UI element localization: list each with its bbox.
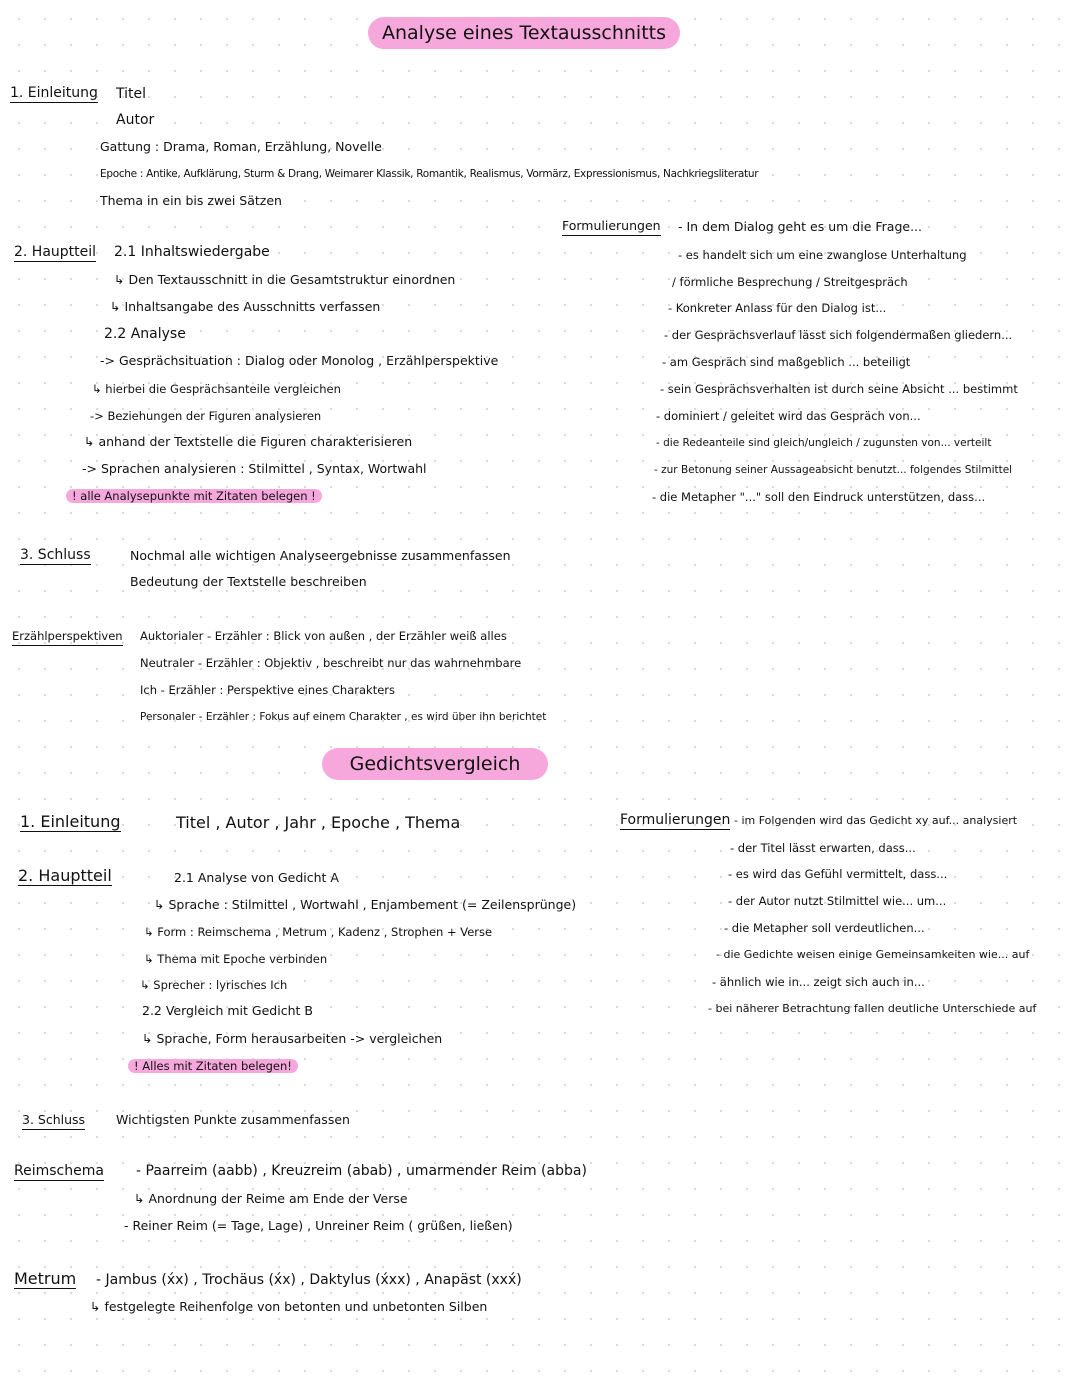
reimschema-line: ↳ Anordnung der Reime am Ende der Verse [134, 1191, 408, 1206]
hauptteil-1-line: ↳ Den Textausschnitt in die Gesamtstruktur einordnen [114, 272, 456, 287]
heading-formulierungen-1: Formulierungen [562, 218, 661, 236]
formulierung-1-line: - dominiert / geleitet wird das Gespräch von... [656, 409, 921, 423]
formulierung-1-line: - zur Betonung seiner Aussageabsicht benutzt... folgendes Stilmittel [654, 464, 1013, 476]
hauptteil-1-line: 2.2 Analyse [104, 326, 186, 342]
hauptteil-1-line: 2.1 Inhaltswiedergabe [114, 244, 270, 260]
hauptteil-2-line: ↳ Sprache, Form herausarbeiten -> vergleichen [142, 1031, 443, 1046]
formulierung-1-line: - es handelt sich um eine zwanglose Unterhaltung [678, 248, 967, 262]
erzaehlperspektive-line: Ich - Erzähler : Perspektive eines Charakters [140, 683, 395, 697]
heading-schluss-1: 3. Schluss [20, 547, 91, 563]
einleitung-1-line: Titel [116, 86, 147, 102]
reimschema-line: - Reiner Reim (= Tage, Lage) , Unreiner Reim ( grüßen, ließen) [124, 1218, 513, 1233]
heading-hauptteil-1: 2. Hauptteil [14, 244, 97, 260]
hauptteil-2-line: ↳ Sprache : Stilmittel , Wortwahl , Enjambement (= Zeilensprünge) [154, 897, 577, 912]
einleitung-1-line: Gattung : Drama, Roman, Erzählung, Novelle [100, 139, 382, 154]
hauptteil-1-line: -> Gesprächsituation : Dialog oder Monolog , Erzählperspektive [100, 353, 499, 368]
heading-reimschema: Reimschema [14, 1163, 104, 1179]
hauptteil-2-line: ↳ Form : Reimschema , Metrum , Kadenz , Strophen + Verse [144, 925, 493, 939]
hauptteil-2-line: ↳ Thema mit Epoche verbinden [144, 952, 328, 966]
formulierung-1-line: - Konkreter Anlass für den Dialog ist... [668, 301, 887, 315]
hauptteil-1-line: ↳ hierbei die Gesprächsanteile vergleichen [92, 382, 341, 396]
einleitung-2-line: Titel , Autor , Jahr , Epoche , Thema [176, 813, 461, 832]
formulierung-2-line: - der Autor nutzt Stilmittel wie... um... [728, 894, 947, 908]
formulierung-1-line: - am Gespräch sind maßgeblich ... beteiligt [662, 355, 911, 369]
heading-einleitung-2: 1. Einleitung [20, 812, 121, 831]
formulierung-1-line: / förmliche Besprechung / Streitgespräch [672, 275, 908, 289]
hauptteil-2-line: ↳ Sprecher : lyrisches Ich [140, 978, 288, 992]
schluss-2-line: Wichtigsten Punkte zusammenfassen [116, 1112, 350, 1127]
erzaehlperspektive-line: Auktorialer - Erzähler : Blick von außen , der Erzähler weiß alles [140, 629, 507, 643]
formulierung-2-line: - die Gedichte weisen einige Gemeinsamkeiten wie... auf [716, 948, 1030, 961]
formulierung-2-line: - bei näherer Betrachtung fallen deutliche Unterschiede auf [708, 1002, 1037, 1015]
hauptteil-1-line: -> Beziehungen der Figuren analysieren [90, 409, 322, 423]
formulierung-1-line: - In dem Dialog geht es um die Frage... [678, 219, 922, 234]
hauptteil-1-line: ↳ anhand der Textstelle die Figuren charakterisieren [84, 434, 413, 449]
formulierung-1-line: - sein Gesprächsverhalten ist durch seine Absicht ... bestimmt [660, 382, 1018, 396]
heading-einleitung-1: 1. Einleitung [10, 85, 98, 101]
formulierung-1-line: - die Metapher "..." soll den Eindruck unterstützen, dass... [652, 490, 986, 504]
einleitung-1-line: Thema in ein bis zwei Sätzen [100, 193, 282, 208]
erzaehlperspektive-line: Personaler - Erzähler : Fokus auf einem Charakter , es wird über ihn berichtet [140, 711, 547, 723]
einleitung-1-line: Epoche : Antike, Aufklärung, Sturm & Drang, Weimarer Klassik, Romantik, Realismus, Vormärz, Expressionismus, Nachkriegsliteratur [100, 168, 759, 180]
heading-formulierungen-2: Formulierungen [620, 812, 731, 828]
heading-hauptteil-2: 2. Hauptteil [18, 866, 112, 885]
formulierung-2-line: - es wird das Gefühl vermittelt, dass... [728, 867, 948, 881]
hauptteil-2-line: 2.1 Analyse von Gedicht A [174, 870, 339, 885]
hauptteil-1-note: ! alle Analysepunkte mit Zitaten belegen ! [66, 488, 322, 504]
hauptteil-2-line: 2.2 Vergleich mit Gedicht B [142, 1003, 313, 1018]
formulierung-2-line: - im Folgenden wird das Gedicht xy auf... analysiert [734, 814, 1018, 827]
metrum-line: - Jambus (x́x) , Trochäus (x́x) , Daktylus (x́xx) , Anapäst (xxx́) [96, 1272, 522, 1288]
hauptteil-1-line: -> Sprachen analysieren : Stilmittel , Syntax, Wortwahl [82, 461, 427, 476]
heading-erzaehlperspektiven: Erzählperspektiven [12, 628, 123, 646]
erzaehlperspektive-line: Neutraler - Erzähler : Objektiv , beschreibt nur das wahrnehmbare [140, 656, 522, 670]
page-title-gedichtsvergleich: Gedichtsvergleich [322, 748, 548, 780]
reimschema-line: - Paarreim (aabb) , Kreuzreim (abab) , umarmender Reim (abba) [136, 1163, 587, 1179]
page-title-analyse: Analyse eines Textausschnitts [368, 17, 680, 49]
formulierung-2-line: - der Titel lässt erwarten, dass... [730, 841, 916, 855]
hauptteil-1-line: ↳ Inhaltsangabe des Ausschnitts verfassen [110, 299, 381, 314]
formulierung-1-line: - die Redeanteile sind gleich/ungleich / zugunsten von... verteilt [656, 437, 992, 449]
heading-metrum: Metrum [14, 1269, 77, 1288]
heading-schluss-2: 3. Schluss [22, 1112, 85, 1130]
formulierung-1-line: - der Gesprächsverlauf lässt sich folgendermaßen gliedern... [664, 328, 1013, 342]
formulierung-2-line: - ähnlich wie in... zeigt sich auch in... [712, 975, 925, 989]
schluss-1-line: Bedeutung der Textstelle beschreiben [130, 574, 367, 589]
hauptteil-2-note: ! Alles mit Zitaten belegen! [128, 1058, 298, 1074]
schluss-1-line: Nochmal alle wichtigen Analyseergebnisse zusammenfassen [130, 548, 511, 563]
formulierung-2-line: - die Metapher soll verdeutlichen... [724, 921, 925, 935]
einleitung-1-line: Autor [116, 112, 155, 128]
metrum-line: ↳ festgelegte Reihenfolge von betonten und unbetonten Silben [90, 1299, 488, 1314]
